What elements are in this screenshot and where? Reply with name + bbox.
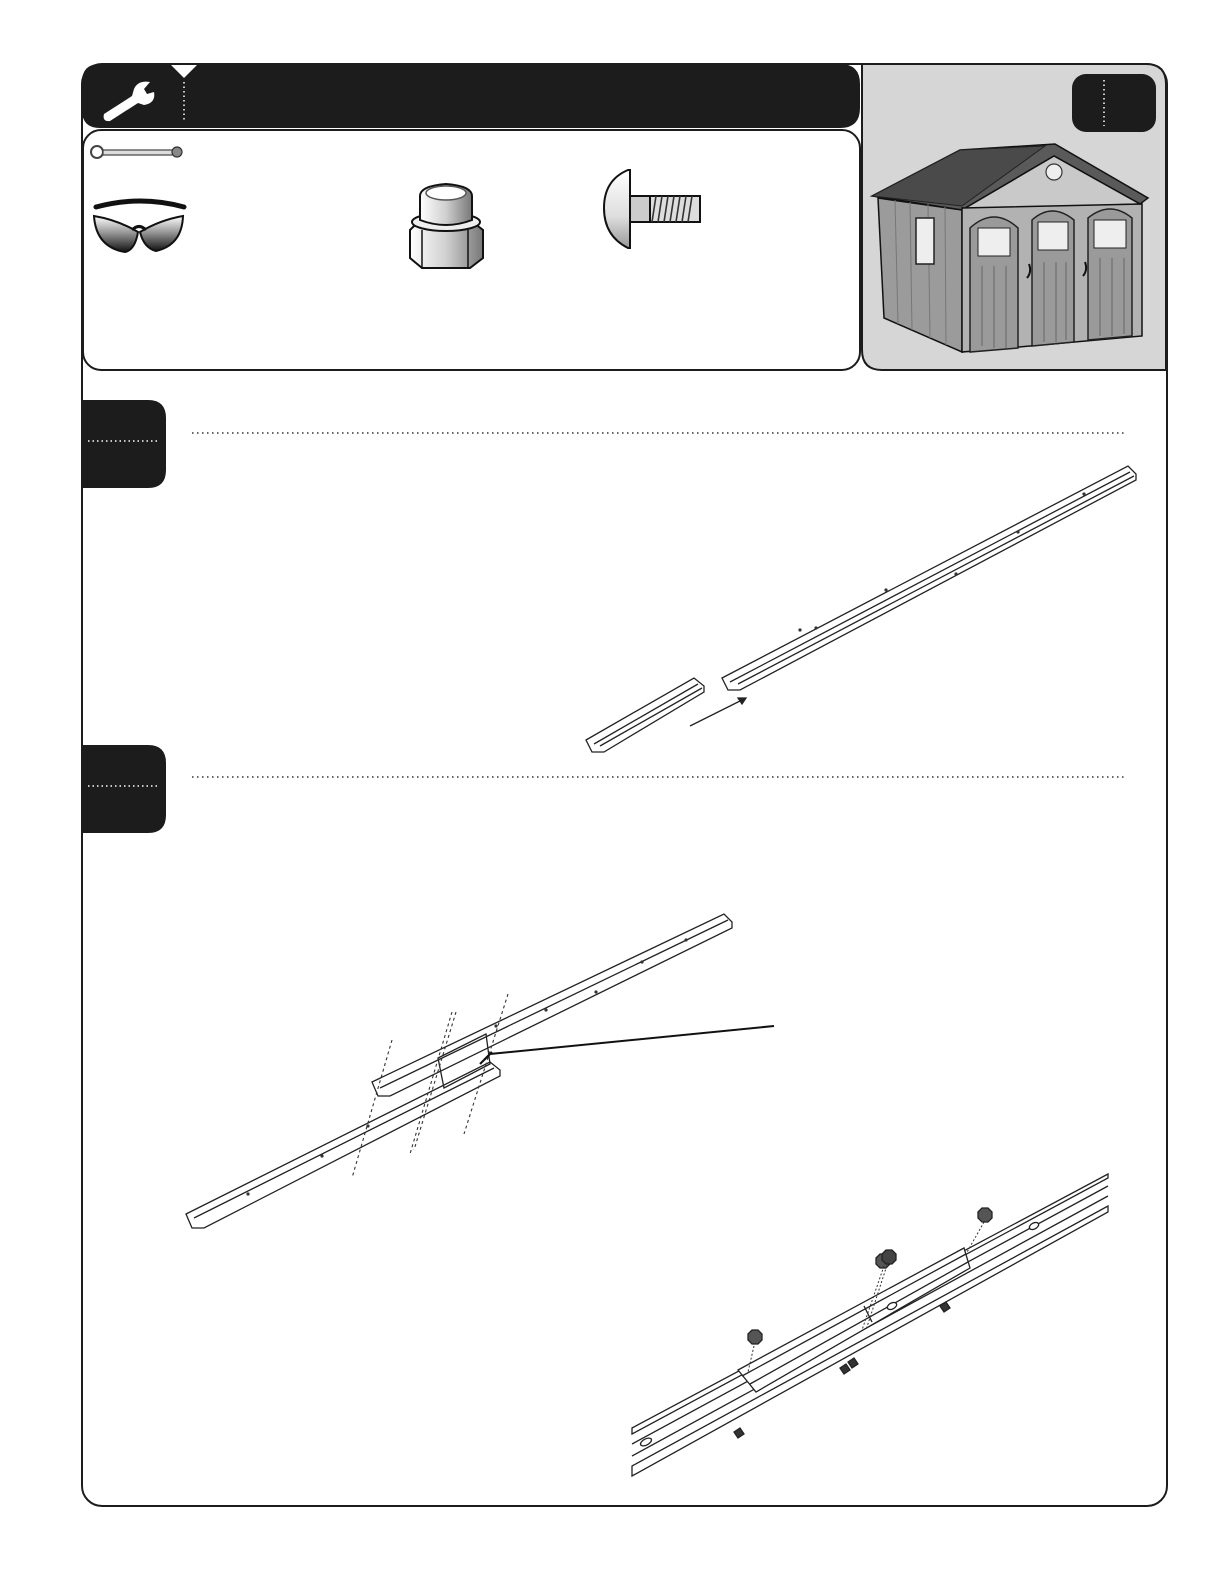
tools-panel — [83, 130, 860, 370]
step-1 — [82, 400, 1136, 752]
step-1-badge — [82, 400, 166, 488]
bolt-rails-together-with-detail-callout — [186, 914, 1108, 1476]
flange-nut-icon — [410, 184, 483, 268]
step-2 — [82, 745, 1124, 1476]
overview-step-badge — [1072, 74, 1156, 132]
header-banner — [82, 64, 860, 128]
slide-short-rail-into-long-rail — [586, 466, 1136, 752]
shed-illustration — [872, 144, 1148, 352]
step-2-badge — [82, 745, 166, 833]
overview-panel — [862, 64, 1166, 370]
detail-view-rail-joint — [632, 1174, 1108, 1476]
